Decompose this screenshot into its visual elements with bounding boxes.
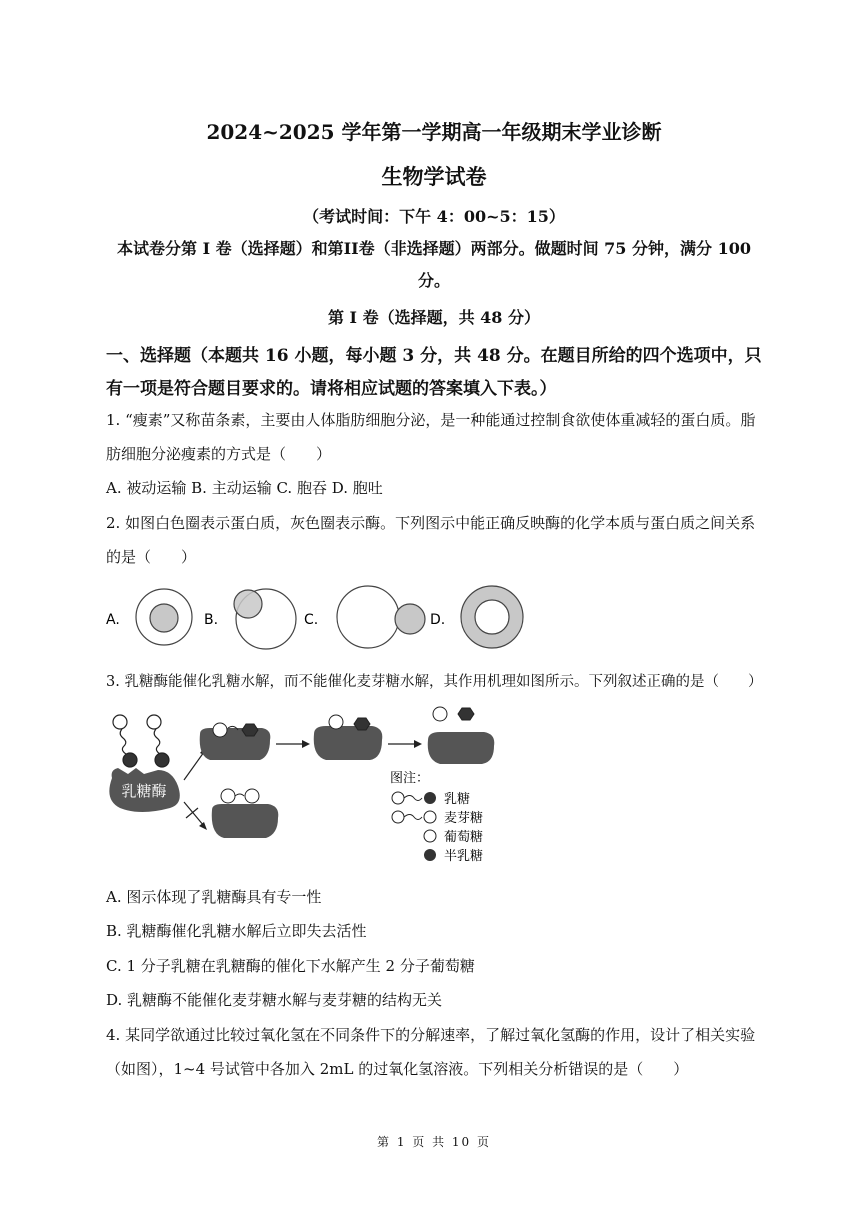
section1-heading-line1: 一、选择题（本题共 16 小题，每小题 3 分，共 48 分。在题目所给的四个选项中，只 — [106, 346, 762, 366]
q3-legend — [390, 771, 483, 864]
lactase-label: 乳糖酶 — [121, 782, 167, 800]
svg-text:麦芽糖: 麦芽糖 — [444, 811, 484, 826]
q2-diagram — [100, 582, 540, 654]
q2-label-c: C. — [304, 612, 319, 628]
legend-title: 图注： — [390, 771, 430, 786]
svg-text:半乳糖: 半乳糖 — [444, 849, 484, 864]
q3-mechanism-diagram — [100, 700, 510, 870]
q2-option-c-figure — [337, 586, 425, 648]
q2-option-d-figure — [461, 586, 523, 648]
enzyme-circle — [395, 604, 425, 634]
section1-heading-line2: 有一项是符合题目要求的。请将相应试题的答案填入下表。） — [106, 379, 557, 399]
protein-circle — [475, 600, 509, 634]
intro-line-2: 分。 — [417, 271, 450, 290]
svg-text:葡萄糖: 葡萄糖 — [444, 830, 484, 845]
q1-stem-line1: 1. “瘦素”又称苗条素，主要由人体脂肪细胞分泌，是一种能通过控制食欲使体重减轻的蛋白质。脂 — [106, 411, 756, 429]
q2-stem-line1: 2. 如图白色圈表示蛋白质，灰色圈表示酶。下列图示中能正确反映酶的化学本质与蛋白质之间关系 — [106, 514, 756, 532]
q3-option-d: D. 乳糖酶不能催化麦芽糖水解与麦芽糖的结构无关 — [106, 991, 443, 1009]
q2-stem-line2: 的是（ ） — [106, 548, 197, 566]
exam-time: （考试时间：下午 4：00~5：15） — [303, 207, 565, 226]
q1-options: A. 被动运输 B. 主动运输 C. 胞吞 D. 胞吐 — [106, 479, 383, 497]
enzyme-circle — [234, 590, 262, 618]
lactose-molecule-1 — [113, 715, 137, 767]
lactose-molecule-2 — [147, 715, 169, 767]
enzyme-circle — [150, 604, 178, 632]
q1-stem-line2: 肪细胞分泌瘦素的方式是（ ） — [106, 445, 332, 463]
enzyme-after-hydrolysis — [314, 715, 383, 760]
q2-option-a-figure — [136, 589, 192, 645]
q3-stem: 3. 乳糖酶能催化乳糖水解，而不能催化麦芽糖水解，其作用机理如图所示。下列叙述正确的是（ ） — [106, 674, 763, 690]
maltose-not-bound — [212, 789, 279, 838]
lactase-enzyme — [109, 768, 179, 812]
arrow-to-complex — [184, 752, 204, 780]
q4-stem-line1: 4. 某同学欲通过比较过氧化氢在不同条件下的分解速率，了解过氧化氢酶的作用，设计了相关实验 — [106, 1026, 756, 1044]
intro-line-1: 本试卷分第 I 卷（选择题）和第II卷（非选择题）两部分。做题时间 75 分钟，满分 100 — [117, 239, 751, 258]
exam-subtitle: 生物学试卷 — [381, 164, 487, 189]
q2-label-a: A. — [106, 612, 120, 628]
products-and-free-enzyme — [428, 707, 495, 764]
exam-title: 2024~2025 学年第一学期高一年级期末学业诊断 — [206, 120, 662, 144]
svg-text:乳糖: 乳糖 — [444, 792, 471, 807]
page-footer: 第 1 页 共 10 页 — [377, 1135, 491, 1149]
q2-option-b-figure — [234, 589, 296, 649]
legend-lactose — [392, 791, 470, 807]
legend-glucose — [424, 829, 483, 845]
q2-label-b: B. — [204, 612, 219, 628]
q3-option-c: C. 1 分子乳糖在乳糖酶的催化下水解产生 2 分子葡萄糖 — [106, 957, 475, 975]
legend-maltose — [392, 810, 483, 826]
arrow-blocked — [184, 802, 204, 826]
q4-stem-line2: （如图），1~4 号试管中各加入 2mL 的过氧化氢溶液。下列相关分析错误的是（ ） — [106, 1060, 689, 1078]
legend-galactose — [424, 848, 483, 864]
enzyme-substrate-complex — [200, 723, 271, 760]
protein-circle — [337, 586, 399, 648]
q2-label-d: D. — [430, 612, 446, 628]
q3-option-b: B. 乳糖酶催化乳糖水解后立即失去活性 — [106, 922, 367, 940]
part1-title: 第 I 卷（选择题，共 48 分） — [327, 308, 541, 327]
q3-option-a: A. 图示体现了乳糖酶具有专一性 — [106, 888, 322, 906]
